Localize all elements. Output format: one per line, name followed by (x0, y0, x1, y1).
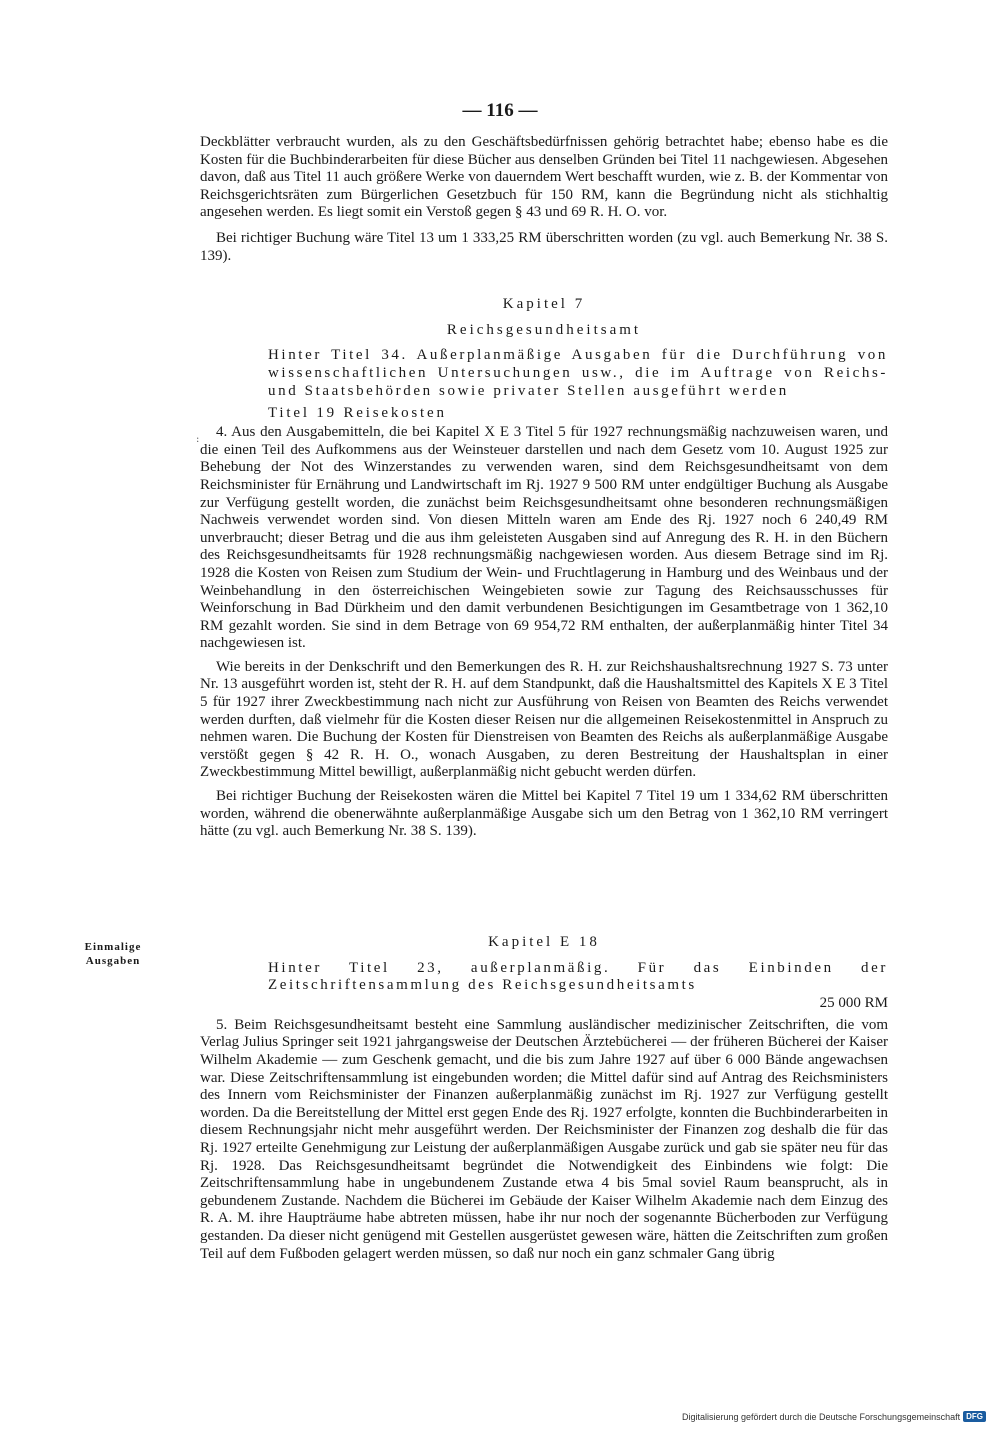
hinter-titel-23-heading: Hinter Titel 23, außerplanmäßig. Für das Einbinden der Zeitschriftensammlung des Reichsgesundheitsamts (268, 959, 888, 994)
paragraph-denkschrift: Wie bereits in der Denkschrift und den Bemerkungen des R. H. zur Reichshaushaltsrechnung 1927 S. 73 unter Nr. 13 ausgeführt worden ist, steht der R. H. auf dem Standpunkt, daß die Haushaltsmittel des Kapitels X E 3 Titel 5 für 1927 ihrer Zweckbestimmung nach nicht zur Ausführung von Reisen von Beamten des Reichs verwendet werden durften, daß vielmehr für die Kosten dieser Reisen nur die allgemeinen Reisekostenmittel in Anspruch zu nehmen waren. Die Buchung der Kosten für Dienstreisen von Beamten des Reichs als außerplanmäßige Ausgabe verstößt gegen § 42 R. H. O., wonach Ausgaben, zu deren Bestreitung der Haushaltsplan in einer Zweckbestimmung Mittel bewilligt, außerplanmäßig nicht gebucht werden dürfen. (200, 658, 888, 781)
dfg-logo: DFG (963, 1411, 986, 1422)
kapitel-e18-heading: Kapitel E 18 (488, 934, 600, 950)
paragraph-5: 5. Beim Reichsgesundheitsamt besteht eine Sammlung ausländischer medizinischer Zeitschriften, die vom Verlag Julius Springer seit 1921 jahrgangsweise der Deutschen Ärztebücherei — der früheren Bücherei der Kaiser Wilhelm Akademie — zum Geschenk gemacht, und die bis zum Jahre 1927 auf über 6 000 Bände angewachsen war. Diese Zeitschriftensammlung ist eingebunden worden; die Mittel dafür sind auf Antrag des Reichsministers des Innern vom Reichsminister der Finanzen außerplanmäßig zunächst im Rj. 1927 zur Verfügung gestellt worden. Da die Bereitstellung der Mittel erst gegen Ende des Rj. 1927 erfolgte, konnten die Buchbinderarbeiten in diesem Rechnungsjahr nicht mehr ausgeführt werden. Der Reichsminister der Finanzen zog deshalb die für das Rj. 1927 erteilte Genehmigung zur Leistung der außerplanmäßigen Ausgabe zurück und gab sie später neu für das Rj. 1928. Das Reichsgesundheitsamt begründet die Notwendigkeit des Einbindens wie folgt: Die Zeitschriftensammlung habe in ungebundenem Zustande etwa 4 bis 5mal soviel Raum beansprucht, als in gebundenem Zustande. Nachdem die Bücherei im Gebäude der Kaiser Wilhelm Akademie nach dem Einzug des R. A. M. ihre Haupträume habe abtreten müssen, habe ihr nur noch der sogenannte Bücherboden zur Verfügung gestanden. Da dieser nicht genügend mit Gestellen ausgerüstet gewesen wäre, hätten die Zeitschriften zum großen Teil auf dem Fußboden gelagert werden müssen, so daß nur noch ein ganz schmaler Gang übrig (200, 1016, 888, 1262)
margin-note (58, 940, 168, 968)
paragraph-buchung-titel13: Bei richtiger Buchung wäre Titel 13 um 1 333,25 RM überschritten worden (zu vgl. auch Bemerkung Nr. 38 S. 139). (200, 229, 888, 264)
titel-heading: Titel 19 Reisekosten (268, 404, 447, 421)
margin-note-line2: Ausgaben (85, 955, 141, 967)
margin-note-line1: Einmalige (84, 941, 142, 953)
section-kapitel-e18 (200, 934, 888, 1263)
kapitel-heading: Kapitel 7 (502, 296, 586, 312)
text-block-top (200, 134, 888, 265)
page-number: — 116 — (462, 100, 538, 121)
hinter-titel-heading: Hinter Titel 34. Außerplanmäßige Ausgaben für die Durchführung von wissenschaftlichen Untersuchungen usw., die im Auftrage von Reichs- und Staatsbehörden sowie privater Stellen ausgeführt werden (268, 347, 888, 399)
footer-text: Digitalisierung gefördert durch die Deutsche Forschungsgemeinschaft (681, 1411, 961, 1422)
margin-dot: : (196, 434, 200, 445)
section-kapitel-7 (200, 296, 888, 841)
amount: 25 000 RM (819, 995, 888, 1012)
paragraph-continued: Deckblätter verbraucht wurden, als zu den Geschäftsbedürfnissen gehörig betrachtet habe; ebenso habe es die Kosten für die Buchbinderarbeiten für diese Bücher aus denselben Gründen bei Titel 11 nachgewiesen. Abgesehen davon, daß aus Titel 11 auch größere Werke von dauerndem Wert beschafft wurden, wie z. B. der Kommentar von Reichsgerichtsräten zum Bürgerlichen Gesetzbuch für 150 RM, kann die Begründung nicht als stichhaltig angesehen werden. Es liegt somit ein Verstoß gegen § 43 und 69 R. H. O. vor. (200, 134, 888, 221)
footer-credit (682, 1411, 986, 1422)
paragraph-4: 4. Aus den Ausgabemitteln, die bei Kapitel X E 3 Titel 5 für 1927 rechnungsmäßig nachzuweisen waren, und die einen Teil des Aufkommens aus der Weinsteuer darstellen und nach dem Gesetz vom 10. August 1925 zur Behebung der Not des Winzerstandes zu verwenden waren, sind dem Reichsgesundheitsamt von dem Reichsminister für Ernährung und Landwirtschaft im Rj. 1927 9 500 RM unter endgültiger Buchung als Ausgabe zur Verfügung gestellt worden, die zunächst beim Reichsgesundheitsamt ohne besonderen rechnungsmäßigen Nachweis verwendet worden sind. Von diesen Mitteln waren am Ende des Rj. 1927 noch 6 240,49 RM unverbraucht; dieser Betrag und die aus ihm geleisteten Ausgaben sind auf Anregung des R. H. in den Büchern des Reichsgesundheitsamts für 1928 rechnungsmäßig nachgewiesen worden. Aus diesem Betrage sind im Rj. 1928 die Kosten von Reisen zum Studium der Wein- und Fruchtlagerung in Hamburg und des Weinbaus und der Weinbehandlung in den österreichischen Weingebieten sowie zur Tagung des Reichsausschusses für Weinforschung in Bad Dürkheim und den damit verbundenen Besichtigungen im Gesamtbetrage von 1 362,10 RM gezahlt worden. Sie sind in dem Betrage von 69 954,72 RM enthalten, der außerplanmäßig hinter Titel 34 nachgewiesen ist. (200, 424, 888, 652)
paragraph-reisekosten: Bei richtiger Buchung der Reisekosten wären die Mittel bei Kapitel 7 Titel 19 um 1 334,62 RM überschritten worden, während die obenerwähnte außerplanmäßige Ausgabe sich um den Betrag von 1 362,10 RM verringert hätte (zu vgl. auch Bemerkung Nr. 38 S. 139). (200, 788, 888, 840)
amt-heading: Reichsgesundheitsamt (446, 321, 642, 338)
